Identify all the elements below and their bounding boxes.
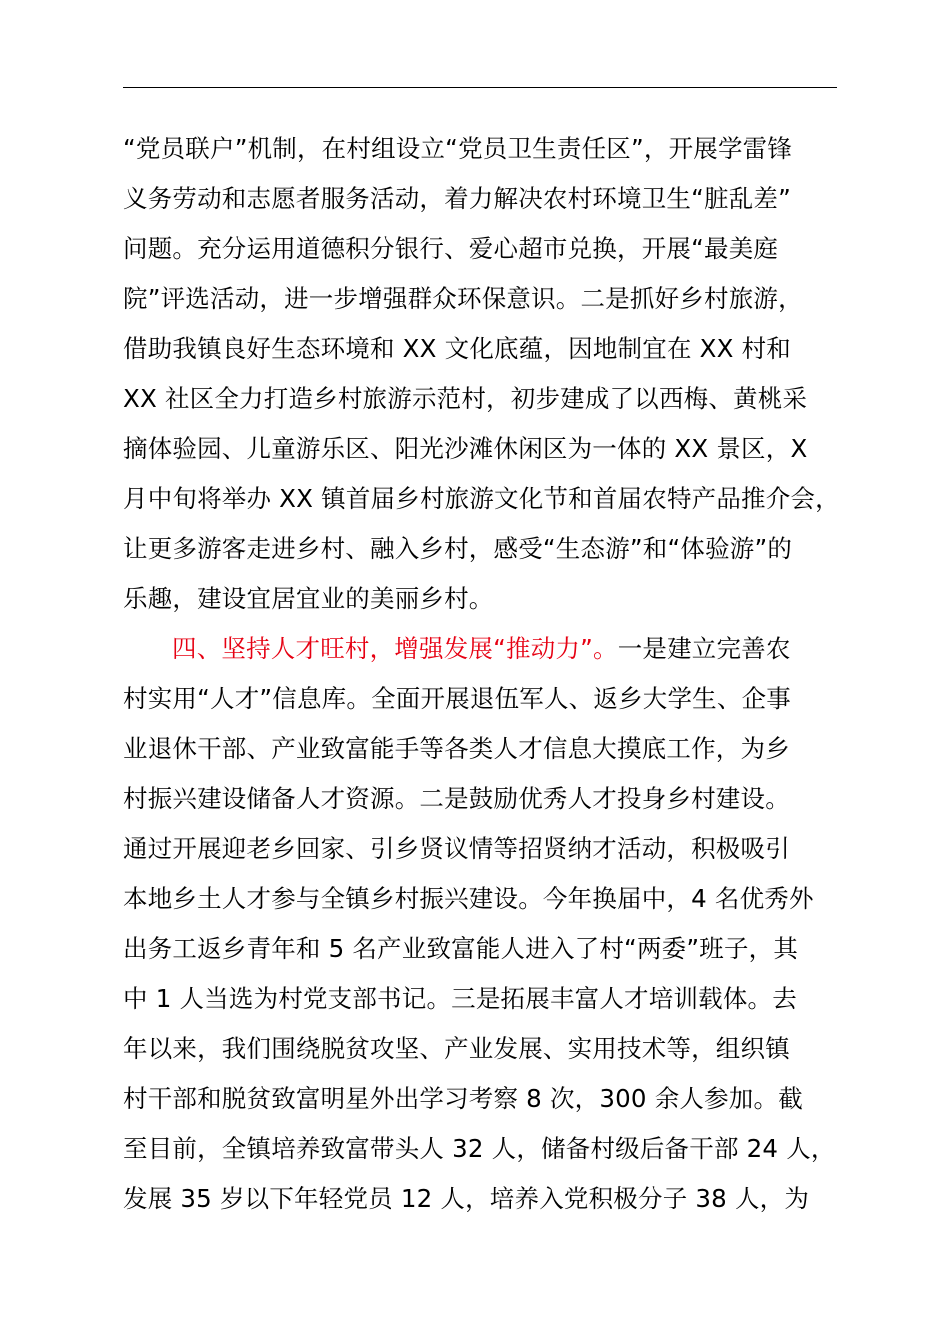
text-line: “党员联户”机制，在村组设立“党员卫生责任区”，开展学雷锋: [123, 134, 793, 163]
header-rule: [123, 87, 837, 88]
text-line: XX 社区全力打造乡村旅游示范村，初步建成了以西梅、黄桃采: [123, 384, 808, 413]
text-line: 摘体验园、儿童游乐区、阳光沙滩休闲区为一体的 XX 景区，X: [123, 434, 808, 463]
text-line: 通过开展迎老乡回家、引乡贤议情等招贤纳才活动，积极吸引: [123, 834, 790, 863]
text-line: 乐趣，建设宜居宜业的美丽乡村。: [123, 584, 494, 613]
section-4-first-line: [123, 624, 863, 674]
text-line: 本地乡土人才参与全镇乡村振兴建设。今年换届中，4 名优秀外: [123, 884, 814, 913]
text-line: 发展 35 岁以下年轻党员 12 人，培养入党积极分子 38 人，为: [123, 1184, 810, 1213]
text-line: 借助我镇良好生态环境和 XX 文化底蕴，因地制宜在 XX 村和: [123, 334, 791, 363]
text-line: 中 1 人当选为村党支部书记。三是拓展丰富人才培训载体。去: [123, 984, 797, 1013]
text-line: 村振兴建设储备人才资源。二是鼓励优秀人才投身乡村建设。: [123, 784, 790, 813]
document-body: [123, 124, 863, 1224]
section-heading: 四、坚持人才旺村，增强发展“推动力”。: [172, 634, 618, 663]
text-line: 义务劳动和志愿者服务活动，着力解决农村环境卫生“脏乱差”: [123, 184, 791, 213]
text-line: 月中旬将举办 XX 镇首届乡村旅游文化节和首届农特产品推介会，: [123, 484, 840, 513]
text-line: 年以来，我们围绕脱贫攻坚、产业发展、实用技术等，组织镇: [123, 1034, 790, 1063]
section-text: 一是建立完善农: [617, 634, 791, 663]
text-line: 院”评选活动，进一步增强群众环保意识。二是抓好乡村旅游，: [123, 284, 803, 313]
text-line: 问题。充分运用道德积分银行、爱心超市兑换，开展“最美庭: [123, 234, 779, 263]
text-line: 让更多游客走进乡村、融入乡村，感受“生态游”和“体验游”的: [123, 534, 793, 563]
text-line: 村实用“人才”信息库。全面开展退伍军人、返乡大学生、企事: [123, 684, 791, 713]
text-line: 至目前，全镇培养致富带头人 32 人，储备村级后备干部 24 人，: [123, 1134, 836, 1163]
text-line: 村干部和脱贫致富明星外出学习考察 8 次，300 余人参加。截: [123, 1084, 803, 1113]
text-line: 业退休干部、产业致富能手等各类人才信息大摸底工作，为乡: [123, 734, 790, 763]
text-line: 出务工返乡青年和 5 名产业致富能人进入了村“两委”班子，其: [123, 934, 799, 963]
